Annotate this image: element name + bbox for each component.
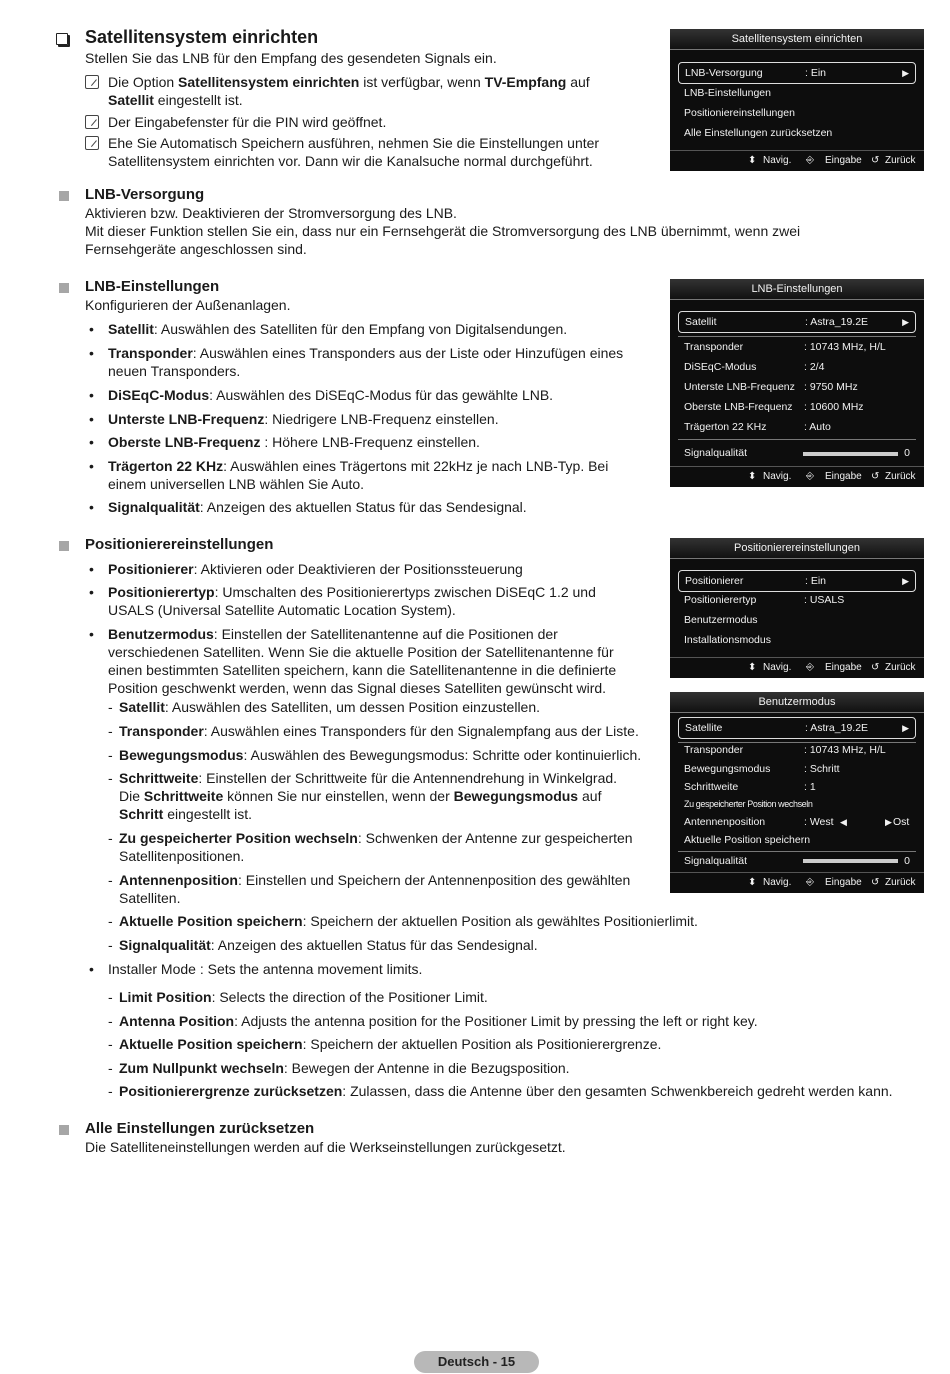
signal-bar [803,859,898,863]
arrow-right-icon: ▶ [902,317,909,327]
sub-zu-gespeicherter-l2: Satellitenpositionen. [119,848,245,864]
sub-signalqualitaet: Signalqualität: Anzeigen des aktuellen Status für das Sendesignal. [119,937,538,953]
installer-mode: Installer Mode : Sets the antenna movement limits. [108,961,423,977]
navig-icon: ⬍ [748,155,757,166]
sub-zu-gespeicherter: Zu gespeicherter Position wechseln: Schwenken der Antenne zur gespeicherten [119,830,633,846]
osd-title: Satellitensystem einrichten [670,29,924,50]
bullet: • [89,411,94,427]
section-title-alle-einstellungen: Alle Einstellungen zurücksetzen [85,1120,315,1137]
navig-icon: ⬍ [748,877,757,888]
dash: - [108,872,113,888]
sub2-grenze: Positionierergrenze zurücksetzen: Zulassen, dass die Antenne über den gesamten Schwenkbereich gedreht werden kann. [119,1083,893,1099]
note-1: Die Option Satellitensystem einrichten ist verfügbar, wenn TV-Empfang auf [108,74,590,90]
alle-einstellungen-desc: Die Satelliteneinstellungen werden auf die Werkseinstellungen zurückgesetzt. [85,1139,566,1155]
osd-row-label: LNB-Versorgung [685,67,763,79]
sub2-aktuelle: Aktuelle Position speichern: Speichern der aktuellen Position als Positionierergrenze. [119,1036,662,1052]
osd-row-value: : Ein [805,575,827,587]
note-2: Der Eingabefenster für die PIN wird geöffnet. [108,114,387,130]
osd-row-label: Satellit [685,316,717,328]
lnb-item-diseqc: DiSEqC-Modus: Auswählen des DiSEqC-Modus für das gewählte LNB. [108,387,554,403]
osd-row[interactable]: Alle Einstellungen zurücksetzen [684,127,833,139]
lnb-item-satellit: Satellit: Auswählen des Satelliten für den Empfang von Digitalsendungen. [108,321,568,337]
osd-lnb-einstellungen [670,279,924,487]
osd-row[interactable]: Oberste LNB-Frequenz : 10600 MHz [684,401,864,413]
osd-footer: ⬍ Navig. ⎆ Eingabe ↺ Zurück [670,872,924,893]
osd-positionierereinstellungen [670,538,924,678]
sub-aktuelle-position: Aktuelle Position speichern: Speichern der aktuellen Position als gewähltes Positionierlimit. [119,913,698,929]
sub2-nullpunkt: Zum Nullpunkt wechseln: Bewegen der Antenne in die Bezugsposition. [119,1060,570,1076]
sub-schrittweite-l3: Schritt eingestellt ist. [119,806,253,822]
sub-schrittweite-l2: Die Schrittweite können Sie nur einstellen, wenn der Bewegungsmodus auf [119,788,602,804]
osd-title: Positionierereinstellungen [670,538,924,559]
dash: - [108,989,113,1005]
dash: - [108,723,113,739]
bullet: • [89,321,94,337]
note-3-cont: Satellitensystem einrichten vor. Dann wir die Kanalsuche normal durchgeführt. [108,153,593,169]
return-icon: ↺ [871,662,880,673]
lnb-item-unterste: Unterste LNB-Frequenz: Niedrigere LNB-Frequenz einstellen. [108,411,499,427]
osd-row-label: Positionierer [685,575,744,587]
enter-icon: ⎆ [806,877,814,888]
lnb-item-traegerton: Trägerton 22 KHz: Auswählen eines Trägertons mit 22kHz je nach LNB-Typ. Bei [108,458,609,474]
dash: - [108,1013,113,1029]
section-title-lnb-versorgung: LNB-Versorgung [85,186,205,203]
osd-row[interactable]: Benutzermodus [684,614,758,626]
osd-title: LNB-Einstellungen [670,279,924,300]
arrow-right-icon: ▶ [902,576,909,586]
osd-row[interactable]: LNB-Einstellungen [684,87,771,99]
bullet: • [89,499,94,515]
osd-row-antennenposition[interactable]: Antennenposition : West ◀ ▶ Ost [684,816,910,828]
lnb-item-signal: Signalqualität: Anzeigen des aktuellen Status für das Sendesignal. [108,499,527,515]
section-bullet-icon [59,541,69,551]
arrow-right-icon: ▶ [885,817,892,827]
dash: - [108,699,113,715]
arrow-right-icon: ▶ [902,68,909,78]
osd-row[interactable]: Transponder : 10743 MHz, H/L [684,744,886,756]
osd-row-value: : Astra_19.2E [805,316,869,328]
sub-schrittweite: Schrittweite: Einstellen der Schrittweite für die Antennendrehung in Winkelgrad. [119,770,618,786]
sub-antennenposition: Antennenposition: Einstellen und Speichern der Antennenposition des gewählten [119,872,631,888]
sub-satellit: Satellit: Auswählen des Satelliten, um dessen Position einzustellen. [119,699,541,715]
lnb-versorgung-l2: Mit dieser Funktion stellen Sie ein, dass nur ein Fernsehgerät die Stromversorgung des LNB übernimmt, wenn zwei [85,223,801,239]
pos-item-benutzer-l2: verschiedenen Satelliten. Wenn Sie die aktuelle Position der Satellitenantenne für [108,644,614,660]
signal-bar [803,452,898,456]
osd-row-signal: Signalqualität 0 [684,855,910,867]
osd-footer-navig: Navig. [763,155,792,166]
dash: - [108,1036,113,1052]
enter-icon: ⎆ [806,155,814,166]
bullet: • [89,434,94,450]
section-bullet-icon [59,1125,69,1135]
osd-row-value: : Astra_19.2E [805,722,869,734]
bullet: • [89,626,94,642]
osd-row[interactable]: Bewegungsmodus : Schritt [684,763,840,775]
osd-benutzermodus [670,692,924,893]
pos-item-benutzer: Benutzermodus: Einstellen der Satellitenantenne auf die Positionen der [108,626,558,642]
osd-row-signal: Signalqualität 0 [684,447,910,459]
section-title-positionierer: Positionierereinstellungen [85,536,274,553]
osd-footer-zurueck: Zurück [885,155,916,166]
osd-row-positionierer[interactable] [678,570,916,592]
bullet: • [89,458,94,474]
lnb-item-oberste: Oberste LNB-Frequenz : Höhere LNB-Frequenz einstellen. [108,434,480,450]
sub-transponder: Transponder: Auswählen eines Transponders für den Signalempfang aus der Liste. [119,723,639,739]
dash: - [108,913,113,929]
section-title-lnb-einstellungen: LNB-Einstellungen [85,278,220,295]
osd-footer: ⬍ Navig. ⎆ Eingabe ↺ Zurück [670,657,924,678]
dash: - [108,770,113,786]
section-bullet-icon [59,283,69,293]
osd-footer-eingabe: Eingabe [825,155,862,166]
note-3: Ehe Sie Automatisch Speichern ausführen, nehmen Sie die Einstellungen unter [108,135,600,151]
osd-row[interactable]: Aktuelle Position speichern [684,834,811,846]
osd-row[interactable]: Installationsmodus [684,634,771,646]
section-checkbox-icon [56,33,68,45]
osd-row[interactable]: Schrittweite : 1 [684,781,816,793]
pos-item-benutzer-l3: einen bestimmten Satelliten speichern, kann die Satellitenantenne in die definierte [108,662,617,678]
osd-row-value: : Ein [805,67,827,79]
sub-bewegungsmodus: Bewegungsmodus: Auswählen des Bewegungsmodus: Schritte oder kontinuierlich. [119,747,642,763]
enter-icon: ⎆ [806,471,814,482]
lnb-item-traegerton-cont: einem universellen LNB wählen Sie Auto. [108,476,365,492]
osd-row[interactable]: Zu gespeicherter Position wechseln [684,799,813,809]
section-desc: Stellen Sie das LNB für den Empfang des gesendeten Signals ein. [85,50,497,66]
dash: - [108,830,113,846]
pos-item-typ-cont: USALS (Universal Satellite Automatic Location System). [108,602,456,618]
osd-satellitensystem [670,29,924,171]
divider [678,439,916,440]
lnb-item-transponder: Transponder: Auswählen eines Transponders aus der Liste oder Hinzufügen eines [108,345,624,361]
return-icon: ↺ [871,471,880,482]
osd-row-satellite[interactable] [678,717,916,739]
arrow-right-icon: ▶ [902,723,909,733]
bullet: • [89,561,94,577]
note-icon [85,75,99,89]
pos-item-positionierer: Positionierer: Aktivieren oder Deaktivieren der Positionssteuerung [108,561,523,577]
osd-row[interactable]: DiSEqC-Modus : 2/4 [684,361,825,373]
osd-row-satellit[interactable] [678,311,916,333]
osd-footer [670,150,924,171]
enter-icon: ⎆ [806,662,814,673]
navig-icon: ⬍ [748,662,757,673]
osd-row[interactable]: Positionierertyp : USALS [684,594,845,606]
arrow-left-icon: ◀ [840,817,847,827]
dash: - [108,1060,113,1076]
lnb-item-transponder-cont: neuen Transponders. [108,363,241,379]
navig-icon: ⬍ [748,471,757,482]
bullet: • [89,961,94,977]
dash: - [108,937,113,953]
lnb-einstellungen-desc: Konfigurieren der Außenanlagen. [85,297,291,313]
section-bullet-icon [59,191,69,201]
sub2-limit: Limit Position: Selects the direction of the Positioner Limit. [119,989,488,1005]
bullet: • [89,345,94,361]
osd-footer: ⬍ Navig. ⎆ Eingabe ↺ Zurück [670,466,924,487]
sub2-antenna: Antenna Position: Adjusts the antenna position for the Positioner Limit by pressing the left or right key. [119,1013,758,1029]
bullet: • [89,387,94,403]
divider [678,851,916,852]
osd-row-label: Satellite [685,722,723,734]
osd-row[interactable]: Unterste LNB-Frequenz : 9750 MHz [684,381,858,393]
dash: - [108,1083,113,1099]
note-icon [85,136,99,150]
section-title-satellitensystem: Satellitensystem einrichten [85,27,319,47]
pos-item-typ: Positionierertyp: Umschalten des Positionierertyps zwischen DiSEqC 1.2 und [108,584,596,600]
return-icon: ↺ [871,155,880,166]
divider [678,336,916,337]
note-1-cont: Satellit eingestellt ist. [108,92,243,108]
osd-row[interactable]: Positioniereinstellungen [684,107,795,119]
osd-title: Benutzermodus [670,692,924,713]
east-label: Ost [893,816,910,828]
osd-row[interactable]: Transponder : 10743 MHz, H/L [684,341,886,353]
page-number: Deutsch - 15 [414,1351,539,1373]
return-icon: ↺ [871,877,880,888]
osd-row[interactable]: Trägerton 22 KHz : Auto [684,421,831,433]
pos-item-benutzer-l4: Position geschwenkt werden, wenn das Signal dieses Satelliten gewünscht wird. [108,680,607,696]
lnb-versorgung-l3: Fernsehgeräte angeschlossen sind. [85,241,307,257]
osd-row-lnb-versorgung[interactable] [678,62,916,84]
bullet: • [89,584,94,600]
sub-antennenposition-l2: Satelliten. [119,890,181,906]
dash: - [108,747,113,763]
note-icon [85,115,99,129]
lnb-versorgung-l1: Aktivieren bzw. Deaktivieren der Stromversorgung des LNB. [85,205,457,221]
